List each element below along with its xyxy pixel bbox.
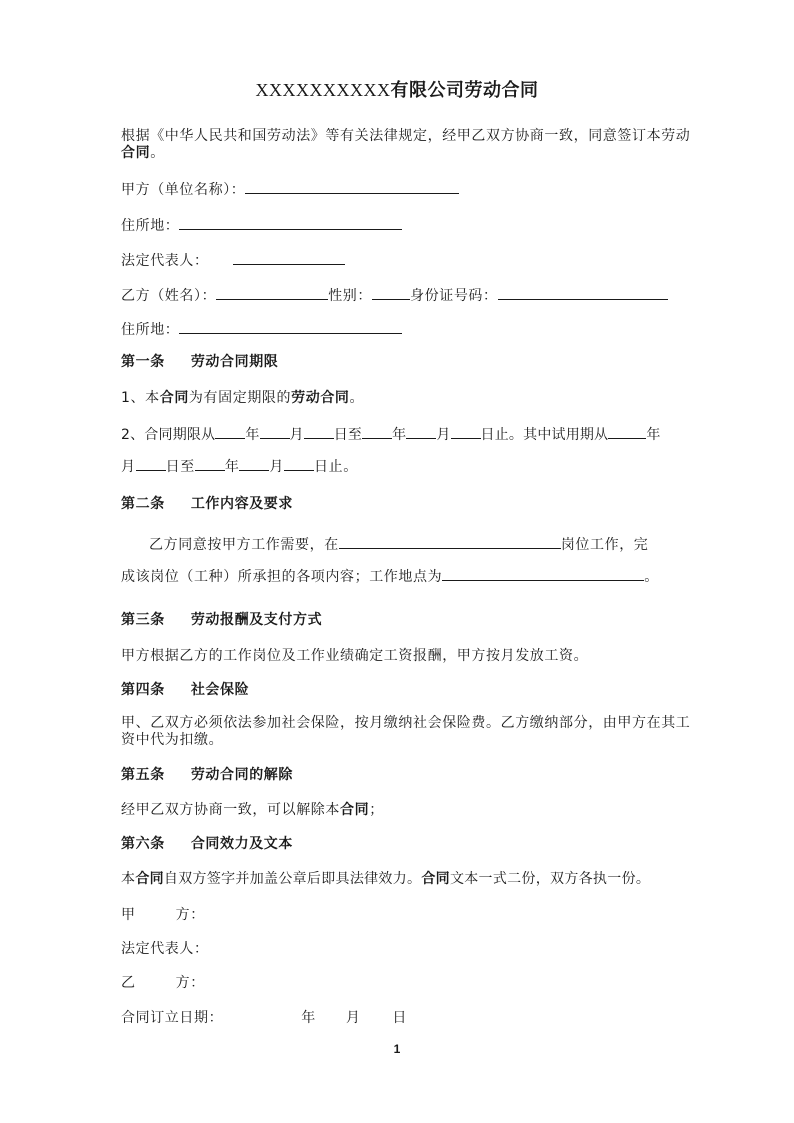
text: 年 xyxy=(392,427,407,443)
text: 。 xyxy=(644,569,659,585)
probation-end-day-blank[interactable] xyxy=(284,455,314,471)
intro-paragraph xyxy=(121,128,701,162)
text: 月 xyxy=(269,459,285,475)
page-number: 1 xyxy=(393,1042,401,1056)
article-6-heading xyxy=(121,834,701,854)
text: 甲、乙双方必须依法参加社会保险，按月缴纳社会保险费。乙方缴纳部分，由甲方在其工资中代为扣缴。 xyxy=(121,715,691,748)
signature-party-b xyxy=(121,973,701,993)
probation-year-blank[interactable] xyxy=(608,423,646,439)
text: 为有固定期限的 xyxy=(188,390,292,406)
bold-text: 合同 xyxy=(421,871,450,887)
article-title: 工作内容及要求 xyxy=(190,496,294,512)
article-number: 第三条 xyxy=(121,612,165,628)
text: 年 xyxy=(224,459,240,475)
text: 岗位工作，完 xyxy=(560,537,649,553)
article-2-line-2 xyxy=(121,565,701,587)
article-3-heading xyxy=(121,610,701,630)
address-label: 住所地： xyxy=(121,218,180,234)
article-2-heading xyxy=(121,494,701,514)
position-blank[interactable] xyxy=(339,533,561,549)
article-1-item-1 xyxy=(121,388,701,408)
text: 合同订立日期： xyxy=(121,1010,224,1026)
text: 日止。 xyxy=(314,459,358,475)
text: 年 xyxy=(646,427,661,443)
text: 年 xyxy=(301,1010,316,1026)
article-number: 第六条 xyxy=(121,836,165,852)
text: 文本一式二份，双方各执一份。 xyxy=(449,871,651,887)
text: 自双方签字并加盖公章后即具法律效力。 xyxy=(163,871,422,887)
text: 方： xyxy=(175,907,205,923)
article-4-heading xyxy=(121,680,701,700)
document-title xyxy=(0,76,794,102)
end-year-blank[interactable] xyxy=(362,423,392,439)
text: 甲 xyxy=(121,907,136,923)
article-number: 第二条 xyxy=(121,496,165,512)
text: 经甲乙双方协商一致，可以解除本 xyxy=(121,802,340,818)
text: 月 xyxy=(121,459,136,475)
party-b-name-label: 乙方（姓名）： xyxy=(121,288,217,304)
start-month-blank[interactable] xyxy=(260,423,290,439)
text: 方： xyxy=(175,975,205,991)
text: 年 xyxy=(245,427,260,443)
bold-text: 合同 xyxy=(340,802,370,818)
work-location-blank[interactable] xyxy=(442,565,644,581)
probation-month-blank[interactable] xyxy=(136,455,166,471)
text: 日至 xyxy=(165,459,195,475)
text: 法定代表人： xyxy=(121,941,209,957)
article-3-body xyxy=(121,646,701,666)
id-label: 身份证号码： xyxy=(410,288,498,304)
signature-date xyxy=(121,1008,701,1028)
text: 成该岗位（工种）所承担的各项内容；工作地点为 xyxy=(121,569,443,585)
article-number: 第四条 xyxy=(121,682,165,698)
article-title: 劳动合同的解除 xyxy=(190,767,294,783)
text: 月 xyxy=(436,427,451,443)
id-number-blank[interactable] xyxy=(498,284,668,300)
text: ； xyxy=(369,802,384,818)
text: 乙 xyxy=(121,975,136,991)
probation-end-month-blank[interactable] xyxy=(239,455,269,471)
title-main: 有限公司劳动合同 xyxy=(390,80,539,101)
party-b-name-blank[interactable] xyxy=(216,284,328,300)
party-a-address-blank[interactable] xyxy=(179,214,402,230)
party-a-label: 甲方（单位名称）： xyxy=(121,182,246,198)
gender-blank[interactable] xyxy=(372,284,410,300)
text: 甲方根据乙方的工作岗位及工作业绩确定工资报酬，甲方按月发放工资。 xyxy=(121,648,589,664)
party-a-name-blank[interactable] xyxy=(245,178,459,194)
signature-party-a xyxy=(121,905,701,925)
text: 。 xyxy=(349,390,365,406)
legal-rep-label: 法定代表人： xyxy=(121,253,209,269)
signature-legal-rep xyxy=(121,939,701,959)
article-title: 劳动合同期限 xyxy=(190,354,279,370)
end-month-blank[interactable] xyxy=(406,423,436,439)
gender-label: 性别： xyxy=(328,288,373,304)
text: 日至 xyxy=(333,427,363,443)
intro-bold: 合同 xyxy=(121,145,151,161)
intro-text: 根据《中华人民共和国劳动法》等有关法律规定，经甲乙双方协商一致，同意签订本劳动 xyxy=(121,128,691,144)
address-row-1 xyxy=(121,214,701,236)
start-day-blank[interactable] xyxy=(304,423,334,439)
party-b-address-blank[interactable] xyxy=(179,318,402,334)
party-b-row xyxy=(121,284,701,306)
party-a-row xyxy=(121,178,701,200)
text: 1、本 xyxy=(121,390,160,406)
legal-rep-blank[interactable] xyxy=(233,249,345,265)
article-title: 合同效力及文本 xyxy=(190,836,294,852)
article-4-body xyxy=(121,715,701,749)
article-5-heading xyxy=(121,765,701,785)
article-5-body xyxy=(121,800,701,820)
text: 乙方同意按甲方工作需要，在 xyxy=(149,537,339,553)
address-label: 住所地： xyxy=(121,322,180,338)
article-6-body xyxy=(121,869,701,889)
probation-day-blank[interactable] xyxy=(195,455,225,471)
title-prefix: XXXXXXXXXX xyxy=(255,80,391,100)
address-row-2 xyxy=(121,318,701,340)
bold-text: 合同 xyxy=(159,390,189,406)
article-number: 第一条 xyxy=(121,354,165,370)
article-1-item-2 xyxy=(121,423,701,445)
article-1-item-2-cont xyxy=(121,455,701,477)
bold-text: 劳动合同 xyxy=(291,390,350,406)
text: 2、合同期限从 xyxy=(121,427,216,443)
text: 日 xyxy=(392,1010,408,1026)
intro-end: 。 xyxy=(150,145,165,161)
text: 月 xyxy=(345,1010,361,1026)
article-2-line-1 xyxy=(121,533,701,555)
article-title: 社会保险 xyxy=(190,682,250,698)
end-day-blank[interactable] xyxy=(451,423,481,439)
article-1-heading xyxy=(121,352,701,372)
text: 日止。其中试用期从 xyxy=(480,427,609,443)
bold-text: 合同 xyxy=(135,871,164,887)
text: 本 xyxy=(121,871,136,887)
legal-rep-row xyxy=(121,249,701,271)
start-year-blank[interactable] xyxy=(215,423,245,439)
text: 月 xyxy=(289,427,304,443)
article-number: 第五条 xyxy=(121,767,165,783)
article-title: 劳动报酬及支付方式 xyxy=(190,612,323,628)
